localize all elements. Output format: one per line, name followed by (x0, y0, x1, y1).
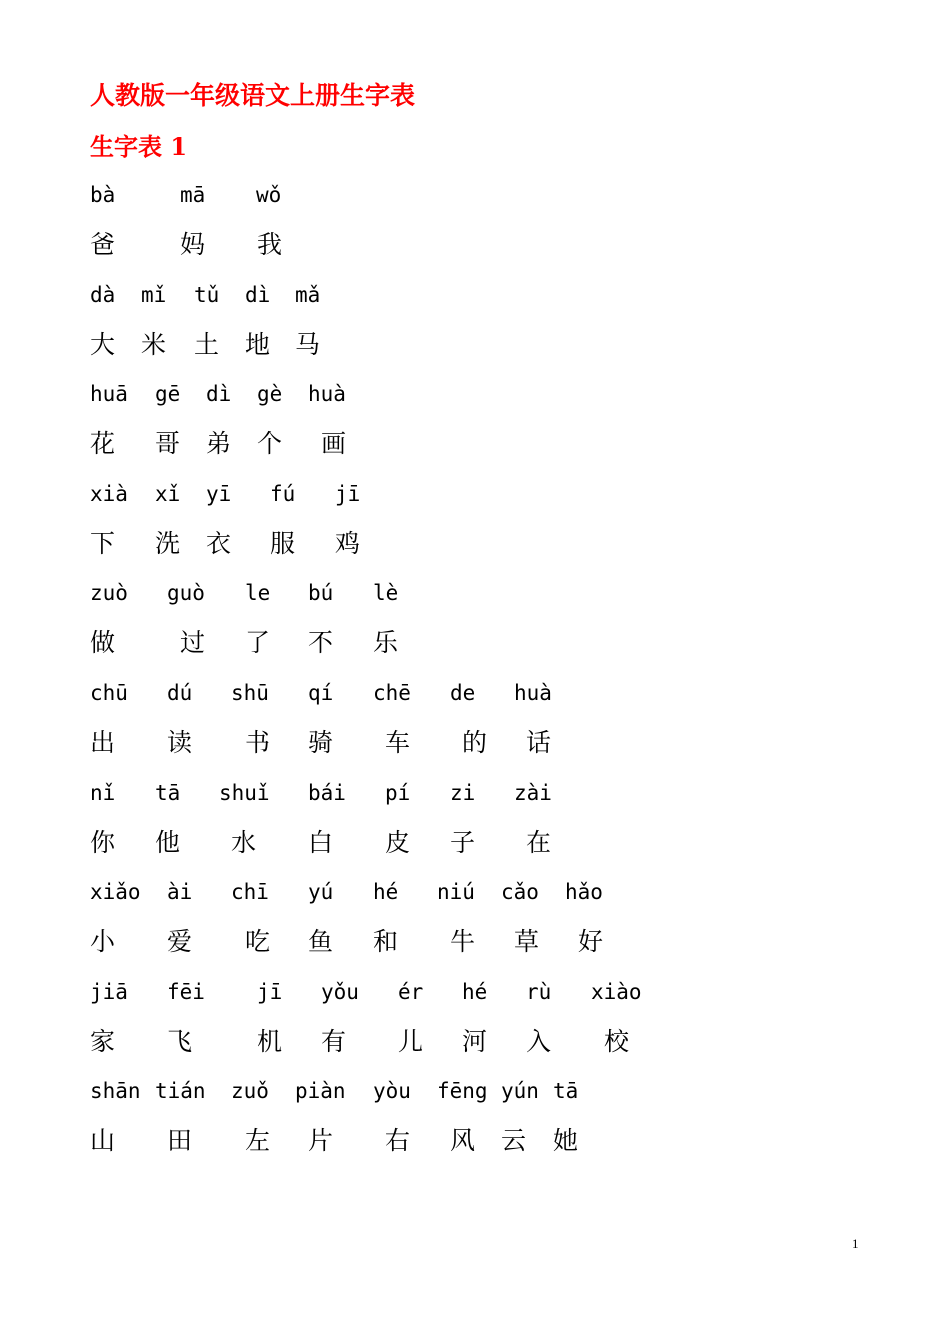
hanzi-character: 鱼 (308, 927, 334, 957)
hanzi-character: 在 (526, 827, 552, 857)
pinyin-syllable: huà (308, 382, 346, 407)
pinyin-syllable: yú (308, 880, 334, 905)
hanzi-character: 个 (257, 429, 283, 459)
hanzi-character: 吃 (245, 927, 271, 957)
pinyin-syllable: zài (514, 780, 552, 805)
hanzi-character: 过 (180, 628, 206, 658)
hanzi-character: 不 (308, 628, 334, 658)
hanzi-character: 车 (385, 728, 411, 757)
hanzi-row (0, 1025, 950, 1065)
hanzi-character: 做 (90, 628, 116, 658)
pinyin-syllable: tā (155, 780, 181, 805)
hanzi-character: 你 (90, 827, 116, 857)
hanzi-character: 片 (308, 1126, 334, 1156)
hanzi-character: 白 (308, 827, 334, 857)
hanzi-character: 读 (167, 728, 193, 757)
pinyin-syllable: mǐ (141, 282, 167, 307)
pinyin-syllable: shān (90, 1079, 141, 1104)
hanzi-character: 牛 (450, 927, 476, 957)
hanzi-character: 洗 (155, 528, 181, 558)
hanzi-character: 河 (462, 1026, 488, 1056)
hanzi-character: 土 (194, 329, 220, 359)
hanzi-character: 和 (373, 927, 399, 957)
hanzi-character: 了 (245, 628, 271, 658)
pinyin-row (0, 578, 950, 618)
pinyin-row (0, 678, 950, 718)
hanzi-character: 的 (462, 728, 488, 757)
pinyin-syllable: chī (231, 880, 269, 905)
pinyin-syllable: huà (514, 681, 552, 705)
pinyin-syllable: mā (180, 183, 206, 207)
pinyin-syllable: jī (335, 481, 361, 506)
pinyin-syllable: shū (231, 681, 269, 705)
hanzi-character: 我 (257, 230, 283, 259)
hanzi-character: 她 (553, 1126, 579, 1156)
hanzi-row (0, 1124, 950, 1164)
pinyin-syllable: piàn (295, 1079, 346, 1104)
pinyin-syllable: tǔ (194, 282, 220, 307)
hanzi-character: 小 (90, 927, 116, 957)
hanzi-character: 田 (167, 1126, 193, 1156)
pinyin-syllable: bái (308, 780, 346, 805)
pinyin-syllable: dà (90, 282, 116, 307)
hanzi-character: 马 (295, 329, 321, 359)
pinyin-syllable: cǎo (501, 880, 539, 905)
pinyin-syllable: lè (373, 581, 399, 606)
hanzi-character: 右 (385, 1126, 411, 1156)
pinyin-syllable: zuǒ (231, 1079, 269, 1104)
hanzi-character: 云 (501, 1126, 527, 1156)
hanzi-character: 下 (90, 528, 116, 558)
pinyin-syllable: yǒu (321, 979, 359, 1004)
pinyin-syllable: nǐ (90, 780, 116, 805)
pinyin-row (0, 379, 950, 419)
pinyin-row (0, 877, 950, 917)
hanzi-character: 妈 (180, 230, 206, 259)
pinyin-syllable: hé (373, 880, 399, 905)
pinyin-row (0, 1076, 950, 1116)
pinyin-syllable: xiǎo (90, 880, 141, 905)
pinyin-syllable: dì (245, 282, 271, 307)
hanzi-character: 皮 (385, 827, 411, 857)
hanzi-character: 风 (450, 1126, 476, 1156)
pinyin-syllable: xǐ (155, 481, 181, 506)
pinyin-syllable: hé (462, 979, 488, 1004)
hanzi-character: 他 (155, 827, 181, 857)
hanzi-character: 话 (526, 728, 552, 757)
pinyin-syllable: yòu (373, 1079, 411, 1104)
hanzi-row (0, 726, 950, 766)
pinyin-row (0, 280, 950, 320)
pinyin-syllable: xiào (591, 979, 642, 1004)
hanzi-character: 出 (90, 728, 116, 757)
hanzi-row (0, 626, 950, 666)
pinyin-syllable: pí (385, 780, 411, 805)
document-title: 人教版一年级语文上册生字表 (90, 81, 416, 110)
pinyin-syllable: fēi (167, 979, 205, 1004)
hanzi-character: 骑 (308, 728, 334, 757)
hanzi-character: 家 (90, 1026, 116, 1056)
pinyin-syllable: gè (257, 382, 283, 407)
hanzi-character: 水 (231, 827, 257, 857)
pinyin-syllable: fēng (437, 1079, 488, 1104)
hanzi-character: 爱 (167, 927, 193, 957)
hanzi-character: 衣 (206, 528, 232, 558)
section-title: 生字表 1 (90, 132, 188, 161)
pinyin-syllable: jī (257, 979, 283, 1004)
hanzi-character: 弟 (206, 429, 232, 459)
pinyin-syllable: le (245, 581, 271, 606)
pinyin-syllable: zi (450, 780, 476, 805)
hanzi-character: 乐 (373, 628, 399, 658)
hanzi-row (0, 427, 950, 467)
hanzi-character: 大 (90, 329, 116, 359)
pinyin-syllable: rù (526, 979, 552, 1004)
pinyin-row (0, 778, 950, 818)
pinyin-row (0, 180, 950, 220)
pinyin-syllable: huā (90, 382, 128, 407)
hanzi-character: 左 (245, 1126, 271, 1156)
pinyin-syllable: hǎo (565, 880, 603, 905)
hanzi-character: 儿 (398, 1026, 424, 1056)
pinyin-syllable: qí (308, 681, 334, 705)
pinyin-syllable: fú (270, 481, 296, 506)
pinyin-syllable: yī (206, 481, 232, 506)
hanzi-row (0, 527, 950, 567)
pinyin-syllable: de (450, 681, 476, 705)
pinyin-syllable: ài (167, 880, 193, 905)
hanzi-character: 草 (514, 927, 540, 957)
hanzi-character: 有 (321, 1026, 347, 1056)
pinyin-syllable: mǎ (295, 282, 321, 307)
pinyin-syllable: jiā (90, 979, 128, 1004)
hanzi-character: 书 (245, 728, 271, 757)
pinyin-syllable: niú (437, 880, 475, 905)
hanzi-character: 画 (321, 429, 347, 459)
hanzi-row (0, 925, 950, 965)
hanzi-character: 米 (141, 329, 167, 359)
pinyin-syllable: chū (90, 681, 128, 705)
pinyin-syllable: bú (308, 581, 334, 606)
hanzi-character: 好 (578, 927, 604, 957)
hanzi-character: 鸡 (335, 528, 361, 558)
hanzi-character: 校 (604, 1026, 630, 1056)
hanzi-character: 山 (90, 1126, 116, 1156)
hanzi-character: 机 (257, 1026, 283, 1056)
hanzi-character: 花 (90, 429, 116, 459)
pinyin-syllable: chē (373, 681, 411, 705)
pinyin-syllable: gē (155, 382, 181, 407)
pinyin-row (0, 977, 950, 1017)
pinyin-syllable: ér (398, 979, 424, 1004)
pinyin-syllable: bà (90, 183, 116, 207)
pinyin-syllable: dú (167, 681, 193, 705)
hanzi-row (0, 328, 950, 368)
pinyin-syllable: yún (501, 1079, 539, 1104)
hanzi-character: 服 (270, 528, 296, 558)
pinyin-syllable: shuǐ (219, 780, 270, 805)
pinyin-syllable: zuò (90, 581, 128, 606)
hanzi-character: 爸 (90, 230, 116, 259)
pinyin-row (0, 479, 950, 519)
page-number: 1 (852, 1236, 859, 1251)
pinyin-syllable: xià (90, 481, 128, 506)
pinyin-syllable: wǒ (256, 183, 282, 207)
hanzi-row (0, 228, 950, 268)
hanzi-character: 入 (526, 1026, 552, 1056)
pinyin-syllable: guò (167, 581, 205, 606)
pinyin-syllable: tā (553, 1079, 579, 1104)
hanzi-character: 地 (245, 329, 271, 359)
pinyin-syllable: dì (206, 382, 232, 407)
hanzi-character: 哥 (155, 429, 181, 459)
pinyin-syllable: tián (155, 1079, 206, 1104)
hanzi-row (0, 826, 950, 866)
hanzi-character: 飞 (167, 1026, 193, 1056)
hanzi-character: 子 (450, 827, 476, 857)
